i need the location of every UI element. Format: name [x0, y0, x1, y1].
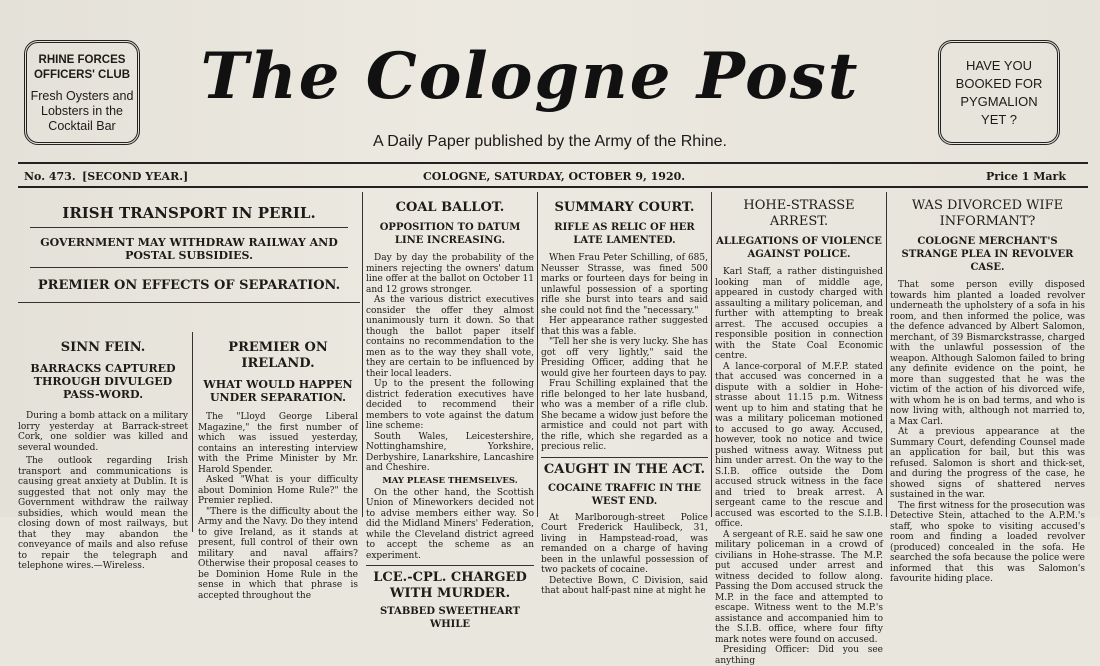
paragraph: The first witness for the prosecution was Detective Stein, attached to the A.P.M.'s staff, who spoke to visiting accused's room and finding a loaded revolver (produced) concealed in the sofa. He searched the sofa because the police were informed that this was Salomon's favourite hiding place.	[890, 500, 1085, 584]
ear-right-line: YET ?	[981, 112, 1017, 127]
masthead-title: The Cologne Post	[200, 39, 860, 114]
paragraph: Her appearance rather suggested that this was a fable.	[541, 316, 708, 337]
headline: IRISH TRANSPORT IN PERIL.	[62, 204, 316, 222]
subheadline: RIFLE AS RELIC OF HER LATE LAMENTED.	[554, 222, 695, 246]
divider	[366, 565, 534, 566]
ear-right-line: PYGMALION	[960, 94, 1038, 109]
paragraph: A sergeant of R.E. said he saw one military policeman in a crowd of civilians in Hohe-strasse. The M.P. put accused under arrest and witness decided to follow along. Passing the Dom accused struck the M.P. in the face and attempted to escape. Witness went to the M.P.'s assistance and accompanied him to the S.I.B. office, where four fifty mark notes were found on accused.	[715, 529, 883, 645]
paragraph: A lance-corporal of M.F.P. stated that accused was concerned in a dispute with a soldier in Hohe-strasse about 11.15 p.m. Witness went up to him and stating that he was a military policeman motioned to accused to go away. Accused, however, took no notice and twice pushed witness away. Witness put him under arrest. On the way to the S.I.B. office outside the Dom accused struck witness in the face and tried to break arrest. A sergeant came to the rescue and accused was escorted to the S.I.B. office.	[715, 361, 883, 529]
column-divider	[192, 332, 193, 532]
subheadline: OPPOSITION TO DATUM LINE INCREASING.	[379, 222, 521, 246]
article-irish-transport	[18, 192, 360, 601]
paragraph: Day by day the probability of the miners rejecting the owners' datum line offer at the ballot on October 11 and 12 grows stronger.	[366, 253, 534, 295]
paragraph: "There is the difficulty about the Army and the Navy. Do they intend to give Ireland, as it stands at present, full control of their own military and naval affairs? Otherwise their proposal ceases to be Dominion Home Rule in the sense in which that phrase is accepted throughout the	[198, 506, 358, 601]
issue-date: COLOGNE, SATURDAY, OCTOBER 9, 1920.	[423, 170, 686, 183]
ear-left-line: Fresh Oysters and	[30, 89, 134, 103]
subheadline: STABBED SWEETHEART WHILE	[379, 606, 521, 630]
divider	[541, 457, 708, 458]
headline: WAS DIVORCED WIFE INFORMANT?	[911, 198, 1064, 229]
rule-bottom	[18, 186, 1088, 188]
column-divider	[886, 192, 887, 517]
column-divider	[362, 192, 363, 517]
paragraph: The outlook regarding Irish transport and communications is causing great anxiety at Dublin. It is suggested that not only may the Government withdraw the railway subsidies, which would mean the closing down of most railways, but that they may abandon the conveyance of mails and also refuse to repair the telegraph and telephone wires.—Wireless.	[18, 456, 188, 571]
subheadline: ALLEGATIONS OF VIOLENCE AGAINST POLICE.	[716, 236, 882, 260]
ear-right-line: BOOKED FOR	[955, 76, 1043, 91]
paragraph: During a bomb attack on a military lorry yesterday at Barrack-street Cork, one soldier was killed and several wounded.	[18, 411, 188, 453]
headline: CAUGHT IN THE ACT.	[543, 461, 706, 477]
headline: LCE.-CPL. CHARGED WITH MURDER.	[373, 570, 527, 601]
ear-right-advert	[938, 40, 1060, 145]
column-divider	[537, 192, 538, 517]
paragraph: "Tell her she is very lucky. She has got off very lightly," said the Presiding Officer, adding that he would give her fourteen days to pay.	[541, 337, 708, 379]
paragraph: The "Lloyd George Liberal Magazine," the first number of which was issued yesterday, contains an interesting interview with the Prime Minister by Mr. Harold Spender.	[198, 412, 358, 475]
paragraph: At a previous appearance at the Summary Court, defending Counsel made an application for bail, but this was refused. Salomon is short and thick-set, and during the progress of the case, he showed signs of shattered nerves sustained in the war.	[890, 427, 1085, 500]
paragraph: On the other hand, the Scottish Union of Mineworkers decided not to advise members either way. So did the Midland Miners' Federation, while the Cleveland district agreed to accept the scheme as an experiment.	[366, 487, 534, 561]
subheadline: GOVERNMENT MAY WITHDRAW RAILWAY AND POSTAL SUBSIDIES.	[40, 236, 338, 262]
subheadline: WHAT WOULD HAPPEN UNDER SEPARATION.	[203, 378, 353, 404]
paragraph: As the various district executives consider the offer they almost unanimously turn it down. So that though the ballot paper itself contains no recommendation to the men as to the way they shall vote, they are certain to be influenced by their local leaders.	[366, 295, 534, 379]
headline: PREMIER ON IRELAND.	[228, 340, 328, 371]
issue-price: Price 1 Mark	[986, 170, 1066, 183]
divider	[18, 302, 360, 303]
issue-year: [SECOND YEAR.]	[82, 170, 189, 183]
paragraph: Frau Schilling explained that the rifle belonged to her late husband, who was a member of a rifle club. She became a widow just before the armistice and could not part with the rifle, which she regarded as a precious relic.	[541, 379, 708, 452]
paragraph: That some person evilly disposed towards him planted a loaded revolver underneath the upholstery of a sofa in his room, and then informed the police, was the defence advanced by Albert Salomon, merchant, of 39 Bismarckstrasse, charged with the unlawful possession of the weapon. Although Salomon failed to bring any definite evidence on the point, he more than suggested that he was the victim of the action of his divorced wife, with whom he is on bad terms, and who is now living with, although not married to, a Max Carl.	[890, 280, 1085, 427]
paragraph: South Wales, Leicestershire, Nottinghamshire, Yorkshire, Derbyshire, Lanarkshire, Lancashire and Cheshire.	[366, 431, 534, 473]
article-premier-ireland	[198, 340, 358, 601]
paragraph: Asked "What is your difficulty about Dominion Home Rule?" the Premier replied.	[198, 475, 358, 506]
article-summary-court	[541, 192, 708, 596]
article-hohe-strasse	[715, 192, 883, 666]
ear-left-line: RHINE FORCES	[38, 54, 126, 66]
column-divider	[711, 192, 712, 517]
paragraph: At Marlborough-street Police Court Frederick Haulibeck, 31, living in Hampstead-road, was remanded on a charge of having been in the unlawful possession of two packets of cocaine.	[541, 512, 708, 575]
paragraph: When Frau Peter Schilling, of 685, Neusser Strasse, was fined 500 marks or fourteen days for being in unlawful possession of a sporting rifle she burst into tears and said she could not find the "necessary."	[541, 253, 708, 316]
article-sinn-fein	[18, 340, 188, 572]
headline: HOHE-STRASSE ARREST.	[743, 198, 855, 229]
ear-left-line: Cocktail Bar	[48, 119, 116, 133]
masthead-tagline: A Daily Paper published by the Army of the Rhine.	[373, 133, 727, 150]
divider	[30, 227, 348, 228]
rule-top	[18, 162, 1088, 164]
headline: COAL BALLOT.	[395, 200, 505, 215]
paragraph: Detective Bown, C Division, said that about half-past nine at night he	[541, 575, 708, 596]
divider	[30, 267, 348, 268]
subheadline: COLOGNE MERCHANT'S STRANGE PLEA IN REVOLVER CASE.	[901, 236, 1074, 273]
subheadline: PREMIER ON EFFECTS OF SEPARATION.	[37, 278, 341, 293]
headline: SINN FEIN.	[60, 340, 146, 355]
headline: SUMMARY COURT.	[554, 200, 695, 215]
subheadline: BARRACKS CAPTURED THROUGH DIVULGED PASS-WORD.	[30, 362, 176, 401]
ear-left-line: OFFICERS' CLUB	[33, 69, 130, 81]
ear-left-advert	[24, 40, 140, 145]
article-coal-ballot	[366, 192, 534, 630]
subheadline: MAY PLEASE THEMSELVES.	[382, 475, 518, 486]
ear-left-line: Lobsters in the	[41, 104, 123, 118]
paragraph: Up to the present the following district federation executives have decided to recommend their members to vote against the datum line scheme:	[366, 379, 534, 431]
paragraph: Presiding Officer: Did you see anything	[715, 645, 883, 666]
ear-right-line: HAVE YOU	[966, 58, 1032, 73]
paragraph: Karl Staff, a rather distinguished looking man of middle age, appeared in custody charged with assaulting a military policeman, and further with attempting to break arrest. The accused occupies a responsible position in connection with the State Coal Economic centre.	[715, 267, 883, 361]
subheadline: COCAINE TRAFFIC IN THE WEST END.	[548, 482, 701, 507]
article-divorced-wife	[890, 192, 1085, 584]
issue-number: No. 473.	[24, 170, 76, 183]
